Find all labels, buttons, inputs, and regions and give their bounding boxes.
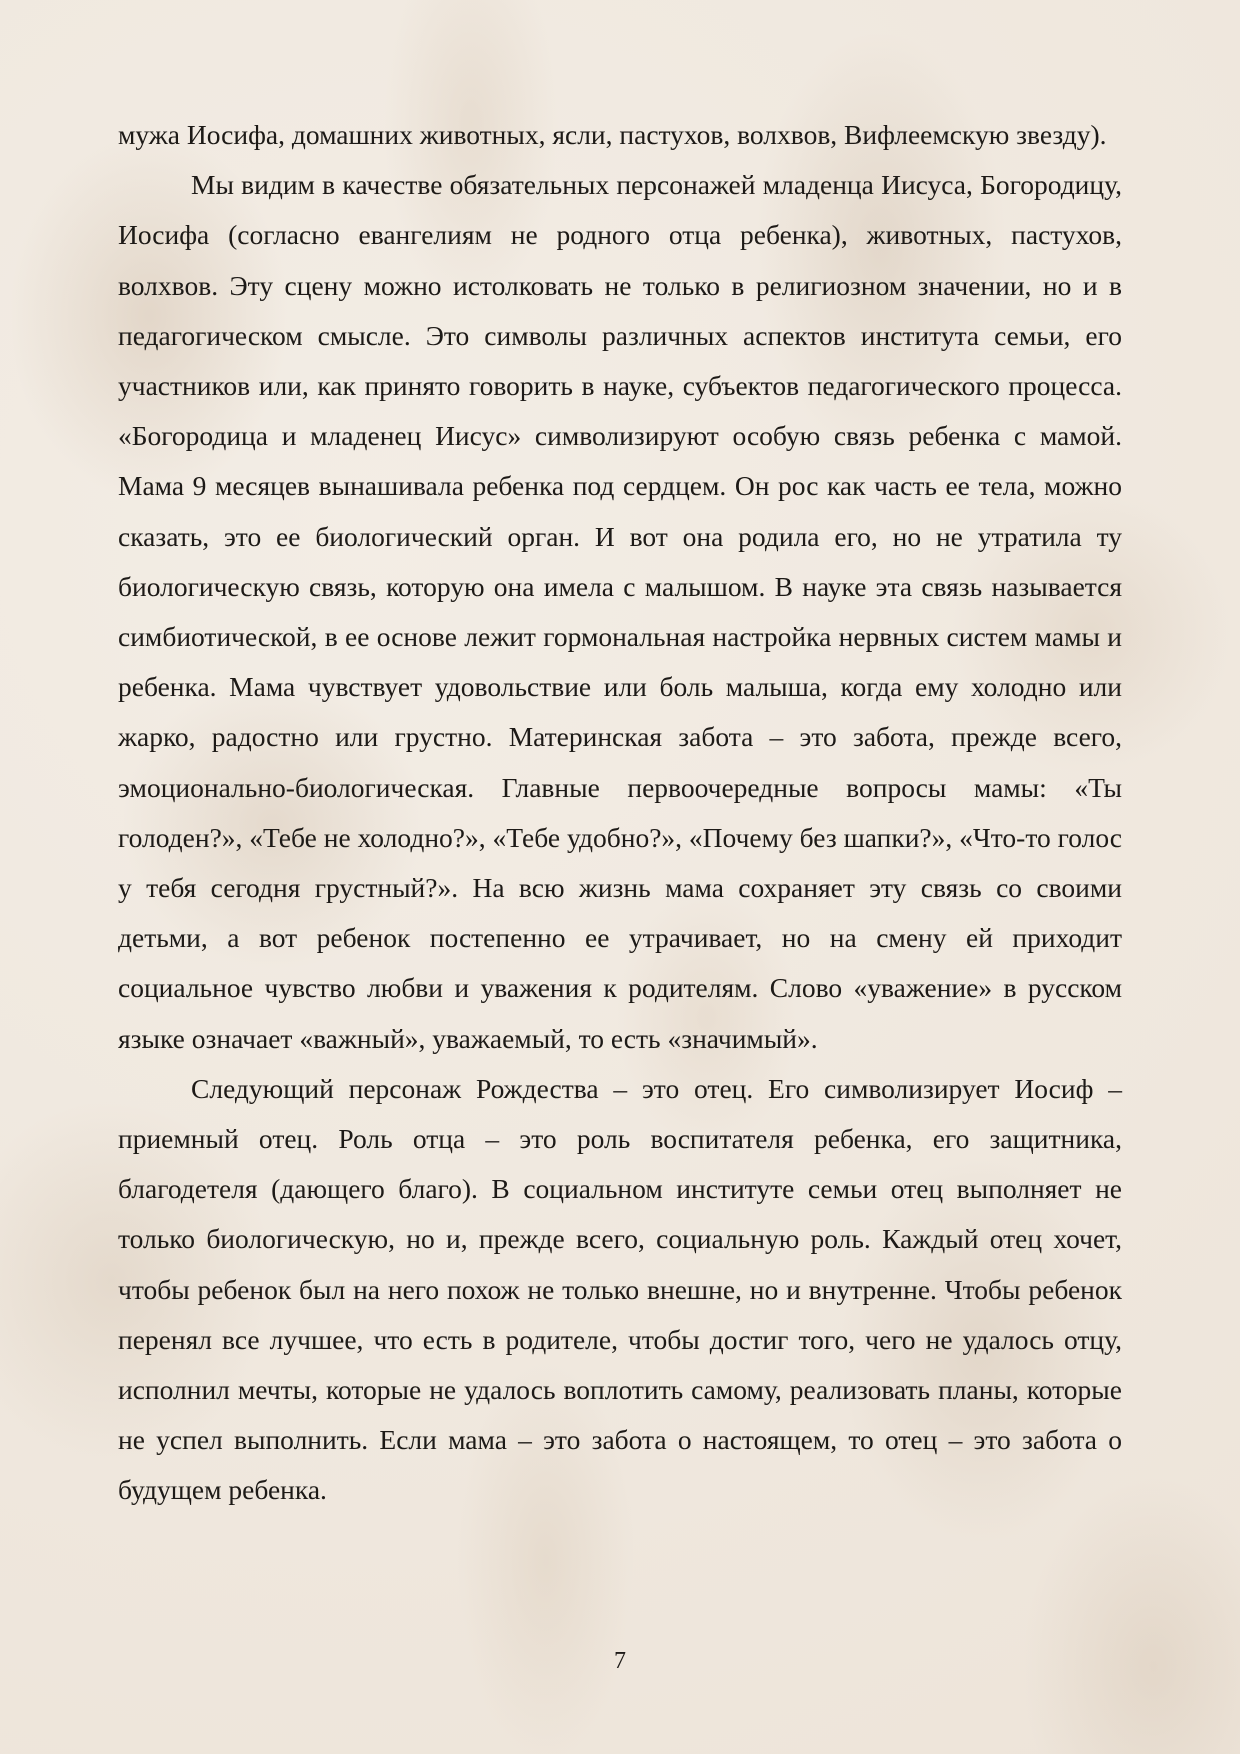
paragraph-mother-symbolism: Мы видим в качестве обязательных персонажей младенца Иисуса, Богородицу, Иосифа (согласно евангелиям не родного отца ребенка), животных, пастухов, волхвов. Эту сцену можно истолковать не только в религиозном значении, но и в педагогическом смысле. Это символы различных аспектов института семьи, его участников или, как принято говорить в науке, субъектов педагогического процесса. «Богородица и младенец Иисус» символизируют особую связь ребенка с мамой. Мама 9 месяцев вынашивала ребенка под сердцем. Он рос как часть ее тела, можно сказать, это ее биологический орган. И вот она родила его, но не утратила ту биологическую связь, которую она имела с малышом. В науке эта связь называется симбиотической, в ее основе лежит гормональная настройка нервных систем мамы и ребенка. Мама чувствует удовольствие или боль малыша, когда ему холодно или жарко, радостно или грустно. Материнская забота – это забота, прежде всего, эмоционально-биологическая. Главные первоочередные вопросы мамы: «Ты голоден?», «Тебе не холодно?», «Тебе удобно?», «Почему без шапки?», «Что-то голос у тебя сегодня грустный?». На всю жизнь мама сохраняет эту связь со своими детьми, а вот ребенок постепенно ее утрачивает, но на смену ей приходит социальное чувство любви и уважения к родителям. Слово «уважение» в русском языке означает «важный», уважаемый, то есть «значимый». [118, 169, 1122, 1054]
page-number: 7 [614, 1648, 626, 1674]
page-body [118, 110, 1122, 1516]
paragraph-continuation: мужа Иосифа, домашних животных, ясли, пастухов, волхвов, Вифлеемскую звезду). [118, 119, 1107, 150]
paragraph-father-symbolism: Следующий персонаж Рождества – это отец. Его символизирует Иосиф – приемный отец. Роль отца – это роль воспитателя ребенка, его защитника, благодетеля (дающего благо). В социальном институте семьи отец выполняет не только биологическую, но и, прежде всего, социальную роль. Каждый отец хочет, чтобы ребенок был на него похож не только внешне, но и внутренне. Чтобы ребенок перенял все лучшее, что есть в родителе, чтобы достиг того, чего не удалось отцу, исполнил мечты, которые не удалось воплотить самому, реализовать планы, которые не успел выполнить. Если мама – это забота о настоящем, то отец – это забота о будущем ребенка. [118, 1072, 1122, 1506]
